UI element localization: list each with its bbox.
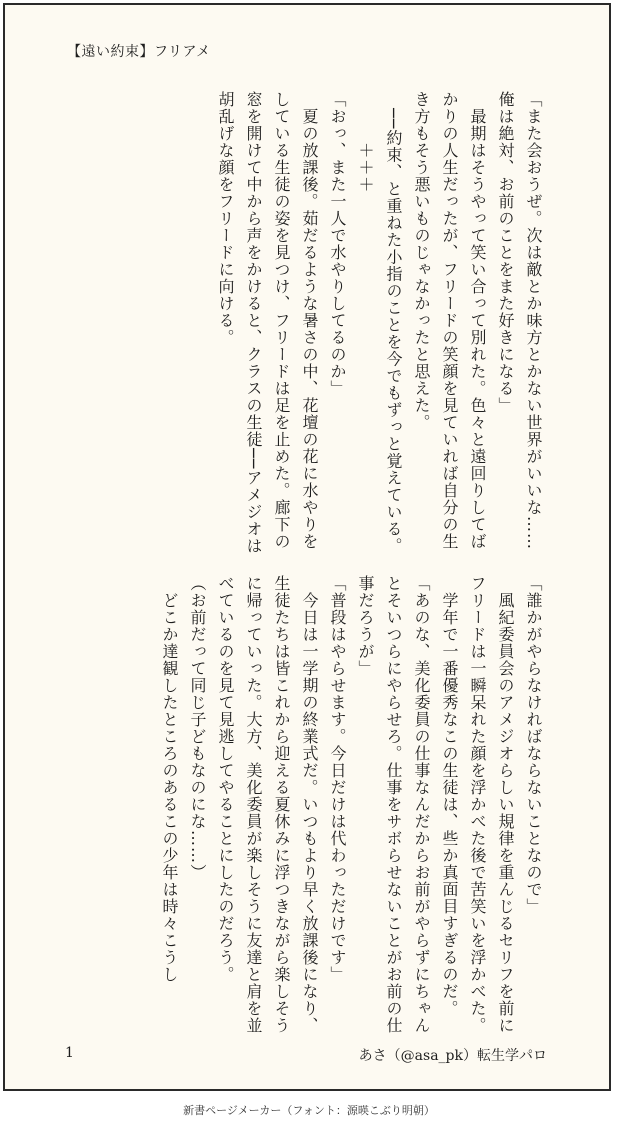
paragraph: 「誰かがやらなければならないことなので」 [524,575,543,915]
paragraph: 夏の放課後。茹だるような暑さの中、花壇の花に水やりをしている生徒の姿を見つけ、フリードは足を止めた。廊下の窓を開けて中から声をかけると、クラスの生徒──アメジオは胡乱げな顔をフリードに向ける。 [216,91,319,555]
maker-credit: 新書ページメーカー（フォント：源暎こぶり明朝） [183,1104,435,1117]
paragraph: 学年で一番優秀なこの生徒は、些か真面目すぎるのだ。 [440,575,459,1017]
paragraph: 最期はそうやって笑い合って別れた。色々と遠回りしてばかりの人生だったが、フリードの笑顔を見ていれば自分の生き方もそう悪いものじゃなかったと思えた。 [412,91,487,550]
paragraph: 「また会おうぜ。次は敵とか味方とかない世界がいいな……俺は絶対、お前のことをまた好きになる」 [496,91,543,550]
paragraph: どこか達観したところのあるこの少年は時々こうし [160,575,179,983]
paragraph: 「普段はやらせます。今日だけは代わっただけです」 [328,575,347,983]
top-text-block [41,91,547,561]
paragraph: 「あのな、美化委員の仕事なんだからお前がやらずにちゃんとそいつらにやらせろ。仕事をサボらせないことがお前の仕事だろうが」 [356,575,431,1034]
bottom-text-block [41,575,547,1045]
section-break: ＋＋＋ [356,91,375,193]
page-frame [3,3,611,1091]
paragraph: 今日は一学期の終業式だ。いつもより早く放課後になり、生徒たちは皆これから迎える夏休みに浮つきながら楽しそうに帰っていった。大方、美化委員が楽しそうに友達と肩を並べているのを見て見逃してやることにしたのだろう。 [216,575,319,1034]
paragraph: ──約束、と重ねた小指のことを今でもずっと覚えている。 [384,91,403,555]
page-number: 1 [65,1045,74,1061]
paragraph: 風紀委員会のアメジオらしい規律を重んじるセリフを前にフリードは一瞬呆れた顔を浮かべた後で苦笑いを浮かべた。 [468,575,515,1034]
paragraph: （お前だって同じ子どもなのにな……） [188,575,207,881]
paragraph: 「おっ、また一人で水やりしてるのか」 [328,91,347,397]
page-header-title: 【遠い約束】フリアメ [67,44,211,60]
author-credit: あさ（@asa_pk）転生学パロ [358,1048,547,1064]
